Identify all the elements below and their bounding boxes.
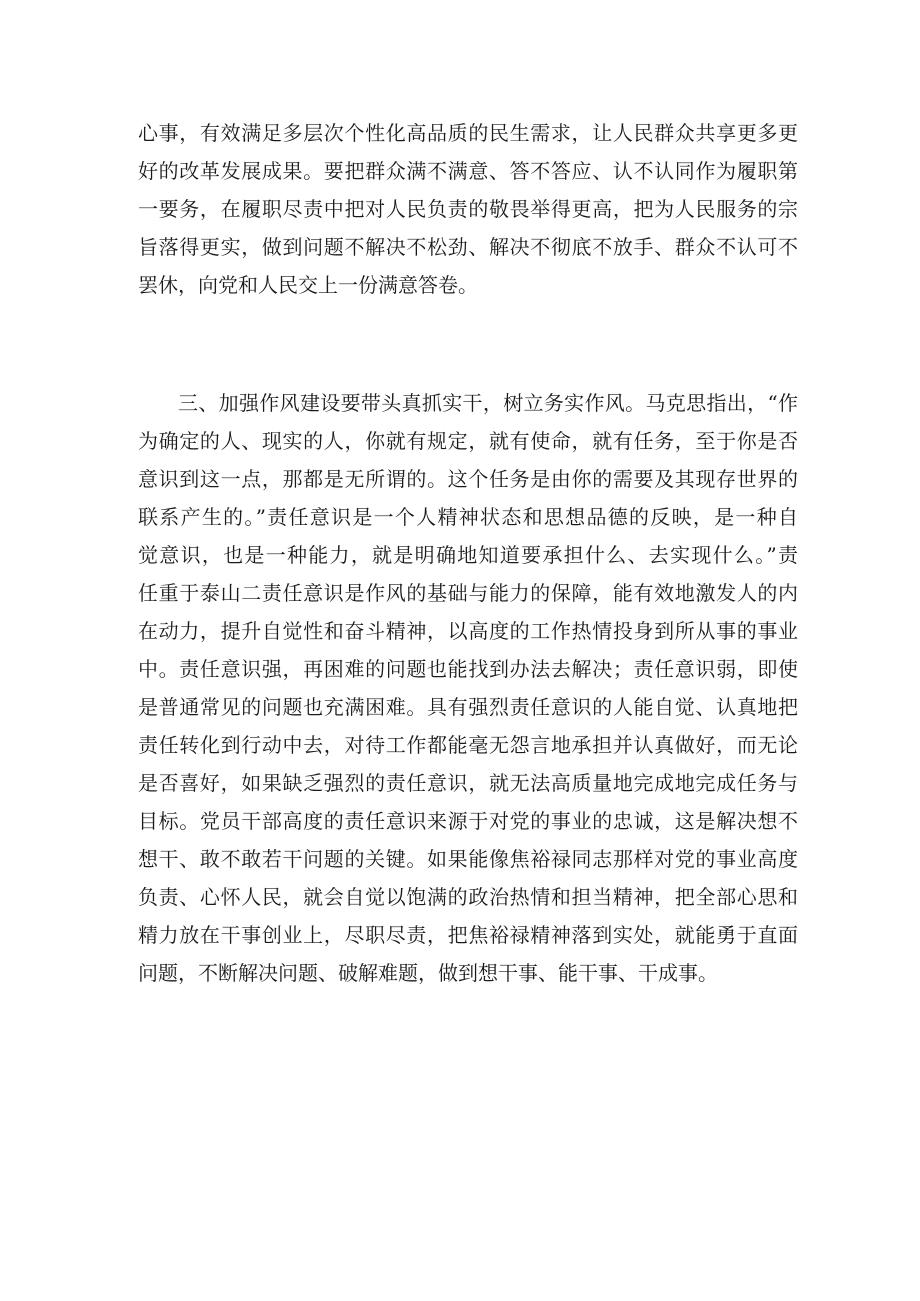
text-line: 精力放在干事创业上，尽职尽责，把焦裕禄精神落到实处，就能勇于直面 [138, 923, 798, 947]
text-line: 想干、敢不敢若干问题的关键。如果能像焦裕禄同志那样对党的事业高度 [138, 847, 798, 871]
text-line: 罢休，向党和人民交上一份满意答卷。 [138, 273, 478, 297]
text-line: 是否喜好，如果缺乏强烈的责任意识，就无法高质量地完成地完成任务与 [138, 771, 798, 795]
text-line: 觉意识，也是一种能力，就是明确地知道要承担什么、去实现什么。”责 [138, 543, 798, 567]
text-line: 意识到这一点，那都是无所谓的。这个任务是由你的需要及其现存世界的 [138, 467, 798, 491]
text-line: 在动力，提升自觉性和奋斗精神，以高度的工作热情投身到所从事的事业 [138, 619, 798, 643]
text-line: 责任转化到行动中去，对待工作都能毫无怨言地承担并认真做好，而无论 [138, 733, 798, 757]
text-line: 旨落得更实，做到问题不解决不松劲、解决不彻底不放手、群众不认可不 [138, 235, 798, 259]
text-line: 目标。党员干部高度的责任意识来源于对党的事业的忠诚，这是解决想不 [138, 809, 798, 833]
paragraph-1 [138, 114, 798, 304]
text-line: 为确定的人、现实的人，你就有规定，就有使命，就有任务，至于你是否 [138, 429, 798, 453]
text-line: 心事，有效满足多层次个性化高品质的民生需求，让人民群众共享更多更 [138, 121, 798, 145]
text-line: 是普通常见的问题也充满困难。具有强烈责任意识的人能自觉、认真地把 [138, 695, 798, 719]
text-line: 三、加强作风建设要带头真抓实干，树立务实作风。马克思指出，“作 [178, 391, 798, 415]
text-line: 中。责任意识强，再困难的问题也能找到办法去解决；责任意识弱，即使 [138, 657, 798, 681]
text-line: 负责、心怀人民，就会自觉以饱满的政治热情和担当精神，把全部心思和 [138, 885, 798, 909]
text-line: 问题，不断解决问题、破解难题，做到想干事、能干事、干成事。 [138, 961, 718, 985]
text-line: 联系产生的。”责任意识是一个人精神状态和思想品德的反映，是一种自 [138, 505, 798, 529]
text-line: 任重于泰山二责任意识是作风的基础与能力的保障，能有效地激发人的内 [138, 581, 798, 605]
text-line: 一要务，在履职尽责中把对人民负责的敬畏举得更高，把为人民服务的宗 [138, 197, 798, 221]
text-line: 好的改革发展成果。要把群众满不满意、答不答应、认不认同作为履职第 [138, 159, 798, 183]
paragraph-2 [138, 384, 798, 992]
